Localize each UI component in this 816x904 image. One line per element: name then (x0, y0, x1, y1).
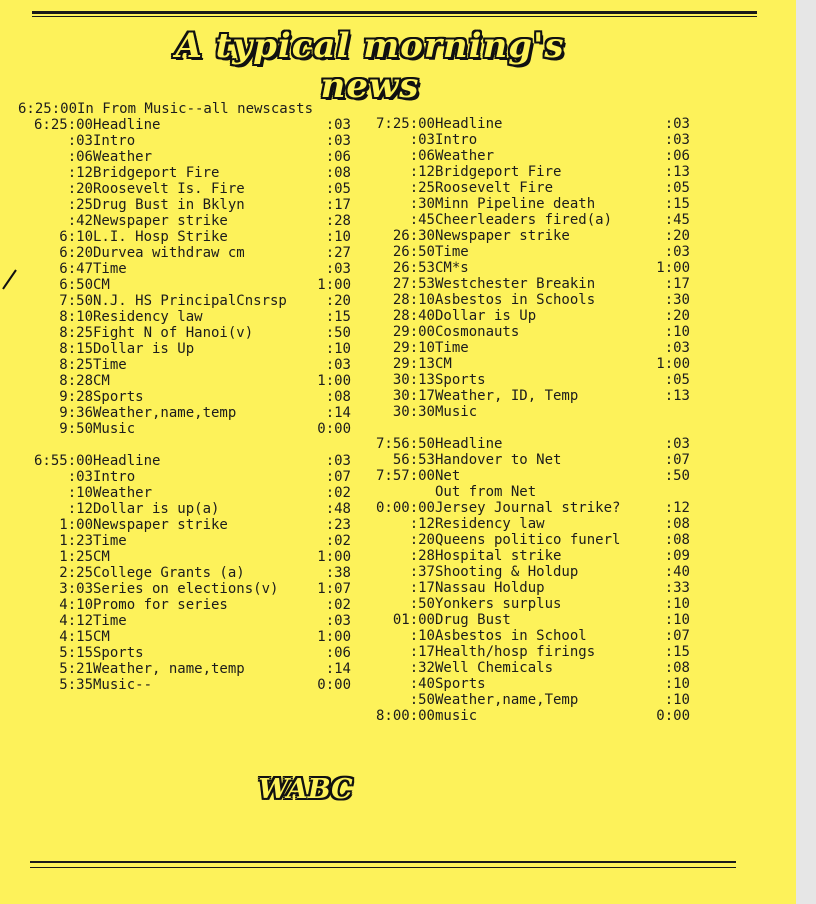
rundown-time: 1:00 (59, 517, 93, 533)
rundown-story: Time (93, 261, 127, 277)
rundown-story: Net (435, 468, 461, 484)
rundown-story: Asbestos in School (435, 628, 587, 644)
rundown-duration: :03 (325, 261, 351, 277)
rundown-story: Weather,name,temp (93, 405, 237, 421)
rundown-time: :12 (67, 165, 93, 181)
rundown-time: :37 (409, 564, 435, 580)
rundown-time: :10 (409, 628, 435, 644)
rundown-story: Time (93, 613, 127, 629)
rundown-duration: :03 (325, 357, 351, 373)
rundown-row (360, 676, 690, 692)
rundown-story: Headline (93, 453, 161, 469)
rundown-row (360, 628, 690, 644)
rundown-time: :28 (409, 548, 435, 564)
rundown-row (360, 260, 690, 276)
rundown-row (18, 453, 351, 469)
rundown-time: :06 (67, 149, 93, 165)
rundown-row (18, 581, 351, 597)
rundown-time: 30:30 (392, 404, 435, 420)
rundown-row (360, 116, 690, 132)
rundown-time: 1:25 (59, 549, 93, 565)
rundown-duration: :10 (325, 229, 351, 245)
rundown-duration: :03 (664, 244, 690, 260)
rundown-row (360, 484, 690, 500)
rundown-story: Music (93, 421, 136, 437)
margin-pen-mark (2, 268, 18, 290)
rundown-story: Asbestos in Schools (435, 292, 596, 308)
rundown-duration: :08 (325, 389, 351, 405)
rundown-duration: :03 (664, 116, 690, 132)
rundown-time: 9:28 (59, 389, 93, 405)
rundown-duration: :14 (325, 405, 351, 421)
rundown-row (18, 117, 351, 133)
rundown-story: Newspaper strike (93, 213, 228, 229)
rundown-row (18, 613, 351, 629)
rundown-time: 26:50 (392, 244, 435, 260)
rundown-row (18, 133, 351, 149)
rundown-row (360, 468, 690, 484)
rundown-duration: :06 (325, 645, 351, 661)
rundown-row (18, 325, 351, 341)
rundown-time: :25 (67, 197, 93, 213)
section-gap (18, 437, 351, 453)
rundown-row (360, 692, 690, 708)
rundown-story: Cosmonauts (435, 324, 520, 340)
rundown-row (360, 276, 690, 292)
rundown-duration: :13 (664, 388, 690, 404)
rundown-duration: :08 (664, 660, 690, 676)
rundown-row (18, 677, 351, 693)
scan-edge (796, 0, 816, 904)
rundown-story: Residency law (93, 309, 203, 325)
rundown-row (360, 308, 690, 324)
rundown-row (360, 372, 690, 388)
rundown-story: Hospital strike (435, 548, 562, 564)
rundown-duration: :28 (325, 213, 351, 229)
rundown-time: :20 (409, 532, 435, 548)
rundown-time: :03 (409, 132, 435, 148)
rundown-row (360, 356, 690, 372)
rundown-duration: :40 (664, 564, 690, 580)
rundown-duration: :03 (664, 132, 690, 148)
rundown-story: Intro (435, 132, 478, 148)
rundown-time: 26:30 (392, 228, 435, 244)
rundown-duration: :23 (325, 517, 351, 533)
rundown-time: 29:00 (392, 324, 435, 340)
rundown-duration: :17 (325, 197, 351, 213)
rundown-time: 8:25 (59, 357, 93, 373)
rundown-row (360, 708, 690, 724)
rundown-duration: :50 (664, 468, 690, 484)
rundown-row (360, 564, 690, 580)
rundown-duration: :03 (664, 436, 690, 452)
rundown-duration: :27 (325, 245, 351, 261)
rundown-duration: :20 (325, 293, 351, 309)
rundown-duration: :10 (664, 324, 690, 340)
rundown-time: 4:15 (59, 629, 93, 645)
rundown-story: Intro (93, 133, 136, 149)
rundown-row (18, 229, 351, 245)
rundown-duration: :08 (325, 165, 351, 181)
rundown-row (360, 500, 690, 516)
rundown-duration: 0:00 (317, 677, 351, 693)
rundown-story: Dollar is Up (93, 341, 195, 357)
rundown-row (360, 596, 690, 612)
rundown-story: Weather, name,temp (93, 661, 245, 677)
rundown-row (18, 517, 351, 533)
rundown-duration: :30 (664, 292, 690, 308)
rundown-row (18, 213, 351, 229)
rundown-story: Headline (435, 436, 503, 452)
rundown-duration: :05 (325, 181, 351, 197)
rundown-time: :03 (67, 133, 93, 149)
rundown-story: Jersey Journal strike? (435, 500, 621, 516)
rundown-time: 6:50 (59, 277, 93, 293)
rundown-row (360, 292, 690, 308)
rundown-time: 8:00:00 (375, 708, 435, 724)
rundown-duration: :07 (664, 452, 690, 468)
rundown-time: 28:10 (392, 292, 435, 308)
rundown-time: 7:50 (59, 293, 93, 309)
rundown-row (18, 405, 351, 421)
rundown-duration: 0:00 (656, 708, 690, 724)
rundown-row (360, 244, 690, 260)
rundown-time: 7:56:50 (375, 436, 435, 452)
rundown-time: 6:47 (59, 261, 93, 277)
top-rule-thin (32, 16, 757, 17)
rundown-time: :25 (409, 180, 435, 196)
rundown-row (18, 165, 351, 181)
rundown-row (18, 629, 351, 645)
rundown-duration: 1:07 (317, 581, 351, 597)
rundown-story: Queens politico funerl (435, 532, 621, 548)
rundown-time: :17 (409, 644, 435, 660)
rundown-story: Weather,name,Temp (435, 692, 579, 708)
rundown-story: Weather (435, 148, 495, 164)
rundown-duration: :06 (325, 149, 351, 165)
rundown-story: Roosevelt Is. Fire (93, 181, 245, 197)
rundown-time: :45 (409, 212, 435, 228)
rundown-duration: :03 (325, 453, 351, 469)
rundown-time: 8:10 (59, 309, 93, 325)
rundown-story: Sports (93, 645, 144, 661)
rundown-story: Handover to Net (435, 452, 562, 468)
rundown-time: :40 (409, 676, 435, 692)
rundown-duration: :14 (325, 661, 351, 677)
rundown-story: Dollar is Up (435, 308, 537, 324)
rundown-story: Roosevelt Fire (435, 180, 554, 196)
rundown-row (18, 357, 351, 373)
rundown-time: 6:10 (59, 229, 93, 245)
rundown-time: :32 (409, 660, 435, 676)
rundown-row (18, 149, 351, 165)
rundown-duration: 1:00 (317, 373, 351, 389)
rundown-time: :42 (67, 213, 93, 229)
rundown-time: :30 (409, 196, 435, 212)
rundown-story: Fight N of Hanoi(v) (93, 325, 254, 341)
rundown-story: Newspaper strike (435, 228, 570, 244)
rundown-row (18, 181, 351, 197)
left-rundown-column (18, 101, 351, 693)
rundown-story: Sports (435, 372, 486, 388)
rundown-row (18, 645, 351, 661)
rundown-time: :12 (67, 501, 93, 517)
rundown-story: Sports (435, 676, 486, 692)
rundown-row (360, 612, 690, 628)
rundown-story: L.I. Hosp Strike (93, 229, 228, 245)
rundown-story: Time (435, 244, 469, 260)
rundown-row (18, 197, 351, 213)
rundown-row (18, 341, 351, 357)
rundown-duration: :12 (664, 500, 690, 516)
rundown-row (360, 180, 690, 196)
rundown-time: :12 (409, 164, 435, 180)
rundown-story: CM*s (435, 260, 469, 276)
rundown-row (360, 164, 690, 180)
rundown-time: 5:35 (59, 677, 93, 693)
rundown-duration: :17 (664, 276, 690, 292)
rundown-row (18, 661, 351, 677)
rundown-story: Westchester Breakin (435, 276, 596, 292)
rundown-story: Dollar is up(a) (93, 501, 220, 517)
rundown-duration: 1:00 (317, 629, 351, 645)
rundown-duration: :03 (325, 117, 351, 133)
rundown-story: Yonkers surplus (435, 596, 562, 612)
rundown-time: 7:57:00 (375, 468, 435, 484)
rundown-duration: :07 (325, 469, 351, 485)
rundown-duration: :33 (664, 580, 690, 596)
bottom-rule (30, 861, 736, 863)
rundown-row (360, 580, 690, 596)
rundown-time: :17 (409, 580, 435, 596)
rundown-time: 7:25:00 (375, 116, 435, 132)
rundown-time: 9:50 (59, 421, 93, 437)
rundown-duration: :02 (325, 485, 351, 501)
rundown-time: :03 (67, 469, 93, 485)
rundown-duration: :20 (664, 228, 690, 244)
rundown-time: 56:53 (392, 452, 435, 468)
rundown-duration: :06 (664, 148, 690, 164)
rundown-time: 6:25:00 (33, 117, 93, 133)
rundown-duration: :15 (664, 644, 690, 660)
rundown-duration: 1:00 (656, 260, 690, 276)
rundown-duration: :05 (664, 372, 690, 388)
rundown-row (18, 293, 351, 309)
rundown-duration: :38 (325, 565, 351, 581)
rundown-row (360, 196, 690, 212)
rundown-row (18, 277, 351, 293)
rundown-time: :10 (67, 485, 93, 501)
rundown-duration: :03 (664, 340, 690, 356)
rundown-story: Well Chemicals (435, 660, 554, 676)
right-rundown-column (360, 116, 690, 724)
rundown-time: 6:55:00 (33, 453, 93, 469)
rundown-story: Out from Net (435, 484, 537, 500)
rundown-duration: 1:00 (317, 277, 351, 293)
rundown-row (18, 245, 351, 261)
rundown-row (360, 452, 690, 468)
rundown-duration: :10 (664, 612, 690, 628)
rundown-row (18, 469, 351, 485)
rundown-time: :12 (409, 516, 435, 532)
rundown-story: N.J. HS PrincipalCnsrsp (93, 293, 287, 309)
top-rule (32, 11, 757, 14)
rundown-time: 9:36 (59, 405, 93, 421)
rundown-time: 4:12 (59, 613, 93, 629)
rundown-story: Sports (93, 389, 144, 405)
rundown-duration: :02 (325, 533, 351, 549)
rundown-time: 5:21 (59, 661, 93, 677)
rundown-time: 26:53 (392, 260, 435, 276)
rundown-story: Weather (93, 485, 153, 501)
rundown-duration: :05 (664, 180, 690, 196)
rundown-row (360, 340, 690, 356)
rundown-row (360, 660, 690, 676)
rundown-story: Durvea withdraw cm (93, 245, 245, 261)
rundown-time: 29:13 (392, 356, 435, 372)
rundown-story: Nassau Holdup (435, 580, 545, 596)
rundown-story: Promo for series (93, 597, 228, 613)
rundown-story: Bridgeport Fire (93, 165, 220, 181)
rundown-duration: :10 (325, 341, 351, 357)
rundown-story: College Grants (a) (93, 565, 245, 581)
rundown-story: Music (435, 404, 478, 420)
rundown-duration: :13 (664, 164, 690, 180)
intro-line: 6:25:00In From Music--all newscasts (18, 101, 314, 117)
rundown-row (360, 148, 690, 164)
rundown-story: Drug Bust (435, 612, 511, 628)
rundown-duration: :50 (325, 325, 351, 341)
rundown-row (360, 644, 690, 660)
rundown-row (18, 373, 351, 389)
rundown-row (360, 404, 690, 420)
rundown-time: :50 (409, 596, 435, 612)
rundown-story: Intro (93, 469, 136, 485)
rundown-duration: :08 (664, 532, 690, 548)
rundown-story: Drug Bust in Bklyn (93, 197, 245, 213)
rundown-row (18, 261, 351, 277)
rundown-row (18, 501, 351, 517)
rundown-row (18, 485, 351, 501)
rundown-duration: :07 (664, 628, 690, 644)
rundown-story: Minn Pipeline death (435, 196, 596, 212)
page-title: A typical morning's news (175, 26, 565, 106)
rundown-duration: 0:00 (317, 421, 351, 437)
rundown-row (360, 436, 690, 452)
rundown-story: CM (93, 277, 110, 293)
rundown-story: Shooting & Holdup (435, 564, 579, 580)
rundown-duration: :08 (664, 516, 690, 532)
rundown-story: Headline (93, 117, 161, 133)
rundown-time: 6:20 (59, 245, 93, 261)
rundown-story: Time (93, 533, 127, 549)
rundown-time: 4:10 (59, 597, 93, 613)
rundown-row (360, 324, 690, 340)
rundown-time: 8:28 (59, 373, 93, 389)
rundown-row (18, 565, 351, 581)
rundown-story: CM (435, 356, 452, 372)
rundown-duration: :45 (664, 212, 690, 228)
rundown-duration: :20 (664, 308, 690, 324)
rundown-time: 28:40 (392, 308, 435, 324)
rundown-time: :20 (67, 181, 93, 197)
rundown-story: Time (93, 357, 127, 373)
rundown-time: 8:25 (59, 325, 93, 341)
rundown-time: :50 (409, 692, 435, 708)
rundown-row (360, 532, 690, 548)
rundown-row (360, 212, 690, 228)
rundown-time: 27:53 (392, 276, 435, 292)
rundown-row (18, 421, 351, 437)
bottom-rule-thin (30, 867, 736, 868)
rundown-story: Newspaper strike (93, 517, 228, 533)
wabc-logo: WABC (258, 774, 353, 805)
rundown-time: 29:10 (392, 340, 435, 356)
rundown-story: Music-- (93, 677, 153, 693)
rundown-duration: :10 (664, 692, 690, 708)
rundown-row (360, 388, 690, 404)
rundown-time: 01:00 (392, 612, 435, 628)
rundown-story: Weather (93, 149, 153, 165)
rundown-time: 2:25 (59, 565, 93, 581)
rundown-duration: :10 (664, 596, 690, 612)
rundown-duration: :03 (325, 133, 351, 149)
rundown-time: 3:03 (59, 581, 93, 597)
rundown-story: CM (93, 549, 110, 565)
rundown-time: 30:13 (392, 372, 435, 388)
rundown-story: Bridgeport Fire (435, 164, 562, 180)
rundown-time: :06 (409, 148, 435, 164)
rundown-story: CM (93, 373, 110, 389)
rundown-duration: :10 (664, 676, 690, 692)
rundown-row (18, 389, 351, 405)
section-gap (360, 420, 690, 436)
rundown-row (18, 597, 351, 613)
rundown-time: 0:00:00 (375, 500, 435, 516)
rundown-time: 1:23 (59, 533, 93, 549)
rundown-story: Cheerleaders fired(a) (435, 212, 613, 228)
rundown-duration: :09 (664, 548, 690, 564)
rundown-story: Health/hosp firings (435, 644, 596, 660)
rundown-story: Weather, ID, Temp (435, 388, 579, 404)
rundown-story: CM (93, 629, 110, 645)
rundown-story: Headline (435, 116, 503, 132)
rundown-duration: :15 (664, 196, 690, 212)
rundown-row (360, 132, 690, 148)
rundown-row (18, 533, 351, 549)
rundown-duration: 1:00 (656, 356, 690, 372)
rundown-duration: :15 (325, 309, 351, 325)
rundown-row (360, 548, 690, 564)
rundown-row (360, 516, 690, 532)
rundown-duration: 1:00 (317, 549, 351, 565)
rundown-duration: :48 (325, 501, 351, 517)
rundown-time: 30:17 (392, 388, 435, 404)
rundown-story: Time (435, 340, 469, 356)
rundown-time: 5:15 (59, 645, 93, 661)
rundown-row (360, 228, 690, 244)
rundown-duration: :03 (325, 613, 351, 629)
rundown-row (18, 549, 351, 565)
rundown-duration: :02 (325, 597, 351, 613)
rundown-row (18, 309, 351, 325)
rundown-story: music (435, 708, 478, 724)
rundown-time: 8:15 (59, 341, 93, 357)
rundown-story: Series on elections(v) (93, 581, 279, 597)
rundown-story: Residency law (435, 516, 545, 532)
